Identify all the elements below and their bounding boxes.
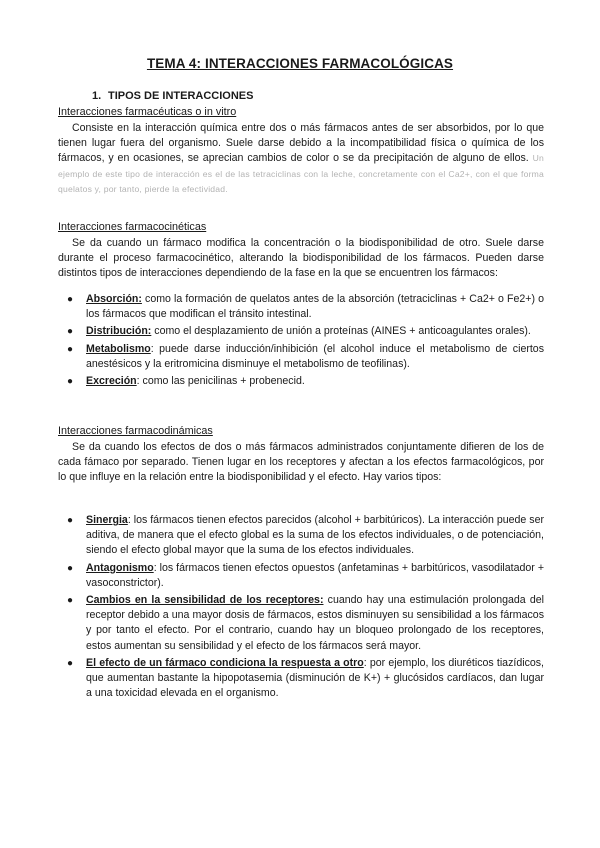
bullet-icon: ● — [67, 657, 74, 669]
paragraph-farmaceuticas-text: Consiste en la interacción química entre dos o más fármacos antes de ser absorbidos, por lo que tienen lugar fuera del organismo. Suele darse debido a la incompatibilidad física o química de los fármacos, y en ocasiones, se aprecian cambios de color o se da precipitación de alguno de ellos. — [58, 122, 544, 165]
bullet-icon: ● — [67, 376, 74, 388]
farmacocineticas-list — [58, 292, 544, 391]
document-title: TEMA 4: INTERACCIONES FARMACOLÓGICAS — [146, 56, 454, 71]
list-item — [58, 656, 544, 702]
item-term: Distribución: — [86, 325, 152, 338]
list-item — [58, 374, 544, 389]
bullet-icon: ● — [67, 343, 74, 355]
item-term: Cambios en la sensibilidad de los receptores: — [86, 594, 324, 607]
section-heading — [92, 90, 253, 102]
bullet-icon: ● — [67, 326, 74, 338]
bullet-icon: ● — [67, 562, 74, 574]
paragraph-farmaceuticas — [58, 121, 544, 197]
item-term: Antagonismo — [86, 561, 154, 574]
item-text: : como las penicilinas + probenecid. — [136, 375, 305, 388]
paragraph-farmacodinamicas: Se da cuando los efectos de dos o más fármacos administrados conjuntamente difieren de los de cada fámaco por separado. Tienen lugar en los receptores y afectan a los efectos farmacológicos, por lo que influye en la relación entre la biodisponibilidad y el efecto. Hay varios tipos: — [58, 441, 544, 484]
bullet-icon: ● — [67, 515, 74, 526]
farmacodinamicas-list — [58, 513, 544, 703]
item-term: El efecto de un fármaco condiciona la respuesta a otro — [86, 656, 364, 669]
example-note: Un ejemplo de este tipo de interacción es el de las tetraciclinas con la leche, concretamente con el Ca2+, con el que forma quelatos y, por tanto, pierde la efectividad. — [58, 153, 545, 194]
paragraph-farmacocineticas: Se da cuando un fármaco modifica la concentración o la biodisponibilidad de otro. Suele darse durante el proceso farmacocinético, alterando la biodisponibilidad de los fármacos. Pueden darse distintos tipos de interacciones dependiendo de la fase en la que se encuentren los fármacos: — [58, 237, 544, 280]
section-number: 1. — [92, 90, 102, 102]
item-text: cuando hay una estimulación prolongada del receptor debido a una mayor dosis de fármacos, estos disminuyen su sensibilidad a los fármacos y por tanto el efecto. Por el contrario, cuando hay un bloqueo prolongado de los receptores, estos aumentan su sensibilidad y el efecto de los fármacos será mayor. — [86, 594, 544, 652]
item-text: : los fármacos tienen efectos opuestos (anfetaminas + barbitúricos, vasodilatador + vasoconstrictor). — [86, 561, 544, 589]
list-item — [58, 324, 544, 339]
item-term: Absorción: — [86, 293, 142, 305]
item-text: como la formación de quelatos antes de la absorción (tetraciclinas + Ca2+ o Fe2+) o los fármacos que modifican el tránsito intestinal. — [86, 293, 544, 321]
item-text: : por ejemplo, los diuréticos tiazídicos, que aumentan bastante la hipopotasemia (disminución de K+) + glucósidos cardíacos, dan lugar a una toxicidad elevada en el organismo. — [86, 656, 544, 700]
item-term: Metabolismo — [86, 342, 151, 355]
bullet-icon: ● — [67, 294, 74, 305]
heading-farmacocineticas: Interacciones farmacocinéticas — [58, 221, 207, 233]
section-title: TIPOS DE INTERACCIONES — [108, 90, 254, 102]
bullet-icon: ● — [67, 595, 74, 607]
heading-farmaceuticas: Interacciones farmacéuticas o in vitro — [58, 106, 237, 118]
heading-farmacodinamicas: Interacciones farmacodinámicas — [58, 425, 213, 437]
list-item — [58, 342, 544, 372]
item-text: : puede darse inducción/inhibición (el alcohol induce el metabolismo de ciertos anestésicos y la eritromicina disminuye el metabolismo de teofilinas). — [86, 342, 544, 370]
list-item — [58, 513, 544, 559]
list-item — [58, 561, 544, 591]
item-text: : los fármacos tienen efectos parecidos (alcohol + barbitúricos). La interacción puede ser aditiva, de manera que el efecto global es la suma de los efectos individuales, o de potenciación, siendo el efecto global mayor que la suma de los efectos individuales. — [86, 514, 544, 557]
list-item — [58, 593, 544, 654]
list-item — [58, 292, 544, 322]
item-text: como el desplazamiento de unión a proteínas (AINES + anticoagulantes orales). — [151, 325, 531, 338]
item-term: Excreción — [86, 375, 137, 388]
item-term: Sinergia — [86, 514, 128, 526]
